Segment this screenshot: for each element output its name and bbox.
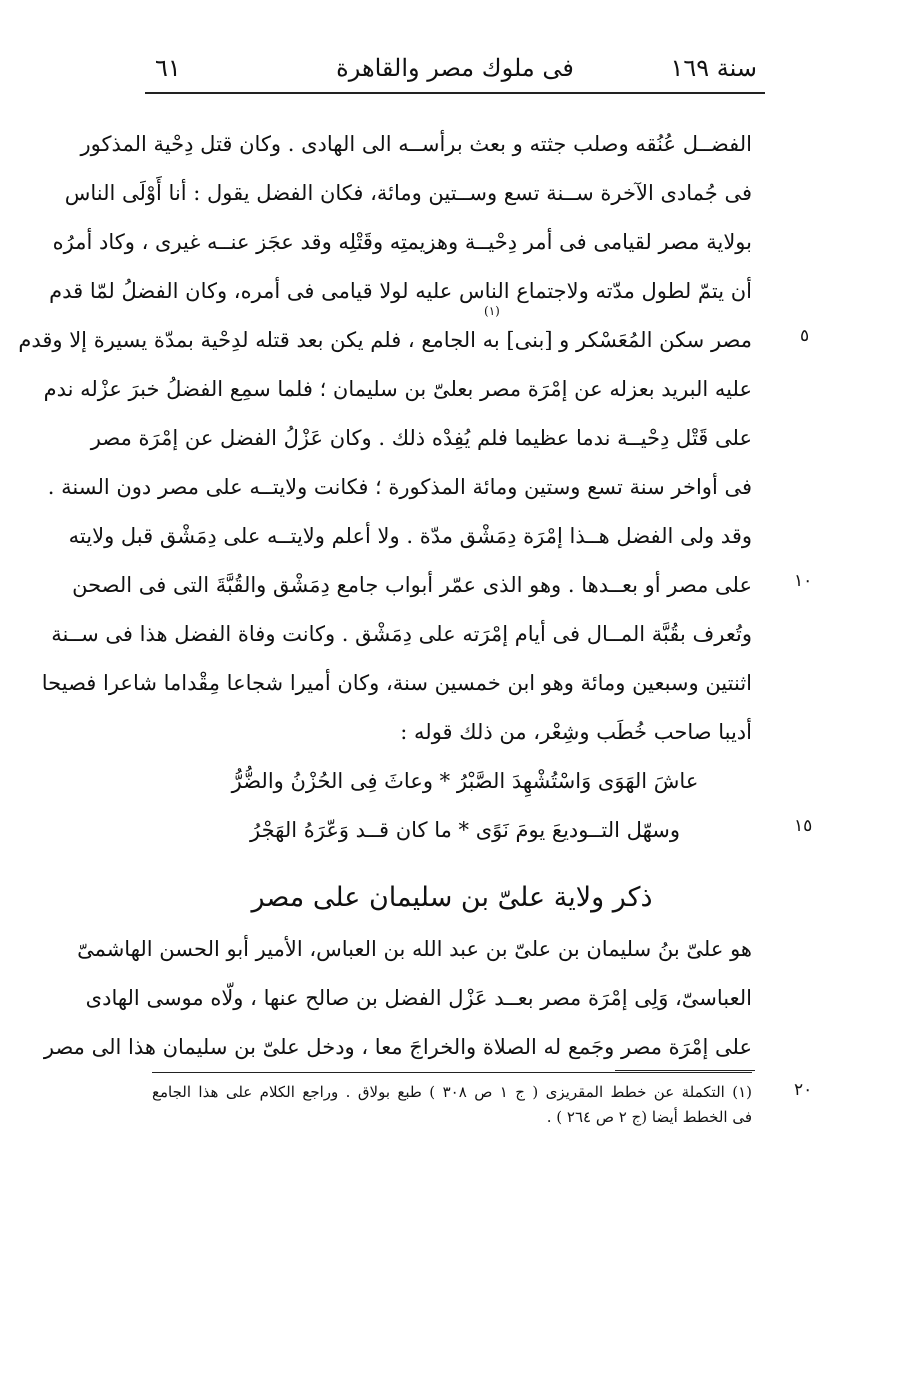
text-line: وقد ولى الفضل هــذا إمْرَة دِمَشْق مدّة . ولا أعلم ولايتــه على دِمَشْق قبل ولايته	[68, 524, 752, 548]
poem-verse: عاشَ الهَوَى وَاسْتُشْهِدَ الصَّبْرُ * وعاثَ فِى الحُزْنُ والضُّرُّ	[231, 769, 699, 793]
poem-verse: وسهّل التــوديعَ يومَ نَوًى * ما كان قــد وَعّرَهُ الهَجْرُ	[250, 818, 680, 842]
text-line: على مصر أو بعــدها . وهو الذى عمّر أبواب جامع دِمَشْق والقُبَّةَ التى فى الصحن	[72, 573, 752, 597]
main-text	[18, 120, 752, 757]
footnote-line: فى الخطط أيضا (ج ٢ ص ٢٦٤ ) .	[546, 1108, 752, 1126]
text-line: هو علىّ بنُ سليمان بن علىّ بن عبد الله بن العباس، الأمير أبو الحسن الهاشمىّ	[77, 937, 752, 961]
poem	[230, 757, 700, 855]
text-line: فى أواخر سنة تسع وستين ومائة المذكورة ؛ فكانت ولايتــه على مصر دون السنة .	[47, 475, 752, 499]
text-line: وتُعرف بقُبَّة المــال فى أيام إمْرَته على دِمَشْق . وكانت وفاة الفضل هذا فى ســنة	[51, 622, 752, 646]
footnote-line: (١) التكملة عن خطط المقريزى ( ج ١ ص ٣٠٨ ) طبع بولاق . وراجع الكلام على هذا الجامع	[152, 1083, 753, 1101]
text-line: على إمْرَة مصر وجَمع له الصلاة والخراجَ معا ، ودخل علىّ بن سليمان هذا الى مصر	[152, 1023, 752, 1073]
line-number-20: ٢٠	[794, 1080, 813, 1100]
header-year: سنة ١٦٩	[670, 54, 757, 82]
footnote-divider	[615, 1070, 755, 1071]
text-line: أديبا صاحب خُطَب وشِعْر، من ذلك قوله :	[400, 720, 752, 744]
footnotes	[152, 1080, 752, 1130]
line-number-5: ٥	[800, 326, 810, 346]
text-line: أن يتمّ لطول مدّته ولاجتماع الناس عليه لولا قيامى فى أمره، وكان الفضلُ لمّا قدم	[49, 279, 752, 303]
text-line: عليه البريد بعزله عن إمْرَة مصر بعلىّ بن سليمان ؛ فلما سمِع الفضلُ خبرَ عزْله ندم	[43, 377, 752, 401]
footnote-marker: (١)	[484, 304, 500, 318]
text-line: اثنتين وسبعين ومائة وهو ابن خمسين سنة، وكان أميرا شجاعا مِقْداما شاعرا فصيحا	[41, 671, 752, 695]
line-number-10: ١٠	[794, 571, 813, 591]
text-line: بولاية مصر لقيامى فى أمر دِحْيــة وهزيمتِه وقَتْلِه وقد عجَز عنــه غيرى ، وكاد أمرُه	[52, 230, 752, 254]
line-number-15: ١٥	[794, 816, 813, 836]
section-heading: ذكر ولاية علىّ بن سليمان على مصر	[251, 882, 653, 913]
running-header	[145, 52, 765, 94]
section-text	[43, 925, 752, 1073]
text-line: الفضــل عُنُقه وصلب جثته و بعث برأســه الى الهادى . وكان قتل دِحْية المذكور	[80, 132, 752, 156]
header-title: فى ملوك مصر والقاهرة	[336, 54, 574, 82]
text-line: مصر سكن المُعَسْكر و [بنى] به الجامع ، فلم يكن بعد قتله لدِحْية بمدّة يسيرة إلا وقدم	[18, 328, 752, 352]
page-number: ٦١	[155, 54, 181, 82]
text-line: العباسىّ، وَلِى إمْرَة مصر بعــد عَزْل الفضل بن صالح عنها ، ولّاه موسى الهادى	[85, 986, 752, 1010]
text-line: فى جُمادى الآخرة ســنة تسع وســتين ومائة، فكان الفضل يقول : أنا أَوْلَى الناس	[64, 181, 752, 205]
text-line: على قَتْل دِحْيــة ندما عظيما فلم يُفِدْه ذلك . وكان عَزْلُ الفضل عن إمْرَة مصر	[90, 426, 752, 450]
